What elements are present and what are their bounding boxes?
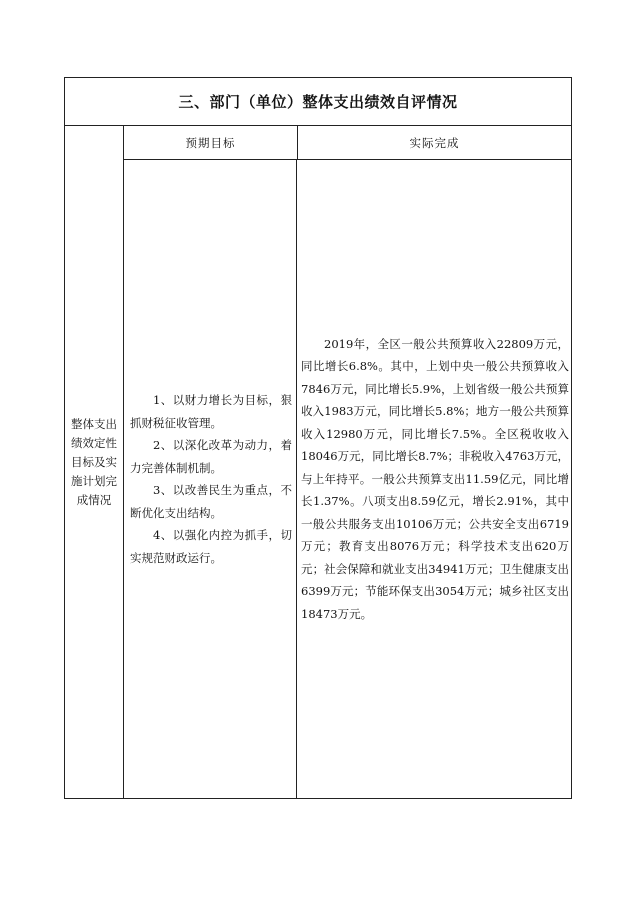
expected-goal-cell <box>124 160 297 798</box>
row-label: 整体支出绩效定性目标及实施计划完成情况 <box>71 416 117 507</box>
header-actual-completion: 实际完成 <box>298 126 571 160</box>
actual-completion-cell <box>298 160 571 798</box>
evaluation-table <box>64 77 572 799</box>
goal-item: 3、以改善民生为重点，不断优化支出结构。 <box>130 483 292 520</box>
goal-list <box>130 389 292 569</box>
actual-completion-text: 2019年，全区一般公共预算收入22809万元，同比增长6.8%。其中，上划中央一般公共预算收入7846万元，同比增长5.9%，上划省级一般公共预算收入1983万元，同比增长5.8%；地方一般公共预算收入12980万元，同比增长7.5%。全区税收收入18046万元，同比增长8.7%；非税收入4763万元，与上年持平。一般公共预算支出11.59亿元，同比增长1.37%。八项支出8.59亿元，增长2.91%，其中一般公共服务支出10106万元；公共安全支出6719万元；教育支出8076万元；科学技术支出620万元；社会保障和就业支出34941万元；卫生健康支出6399万元；节能环保支出3054万元；城乡社区支出18473万元。 <box>301 336 569 621</box>
row-label-cell <box>65 126 124 798</box>
header-expected-goal: 预期目标 <box>124 126 298 160</box>
goal-item: 4、以强化内控为抓手，切实规范财政运行。 <box>130 528 292 565</box>
goal-item: 2、以深化改革为动力，着力完善体制机制。 <box>130 438 292 475</box>
table-title: 三、部门（单位）整体支出绩效自评情况 <box>65 78 571 126</box>
goal-item: 1、以财力增长为目标，狠抓财税征收管理。 <box>130 393 292 430</box>
